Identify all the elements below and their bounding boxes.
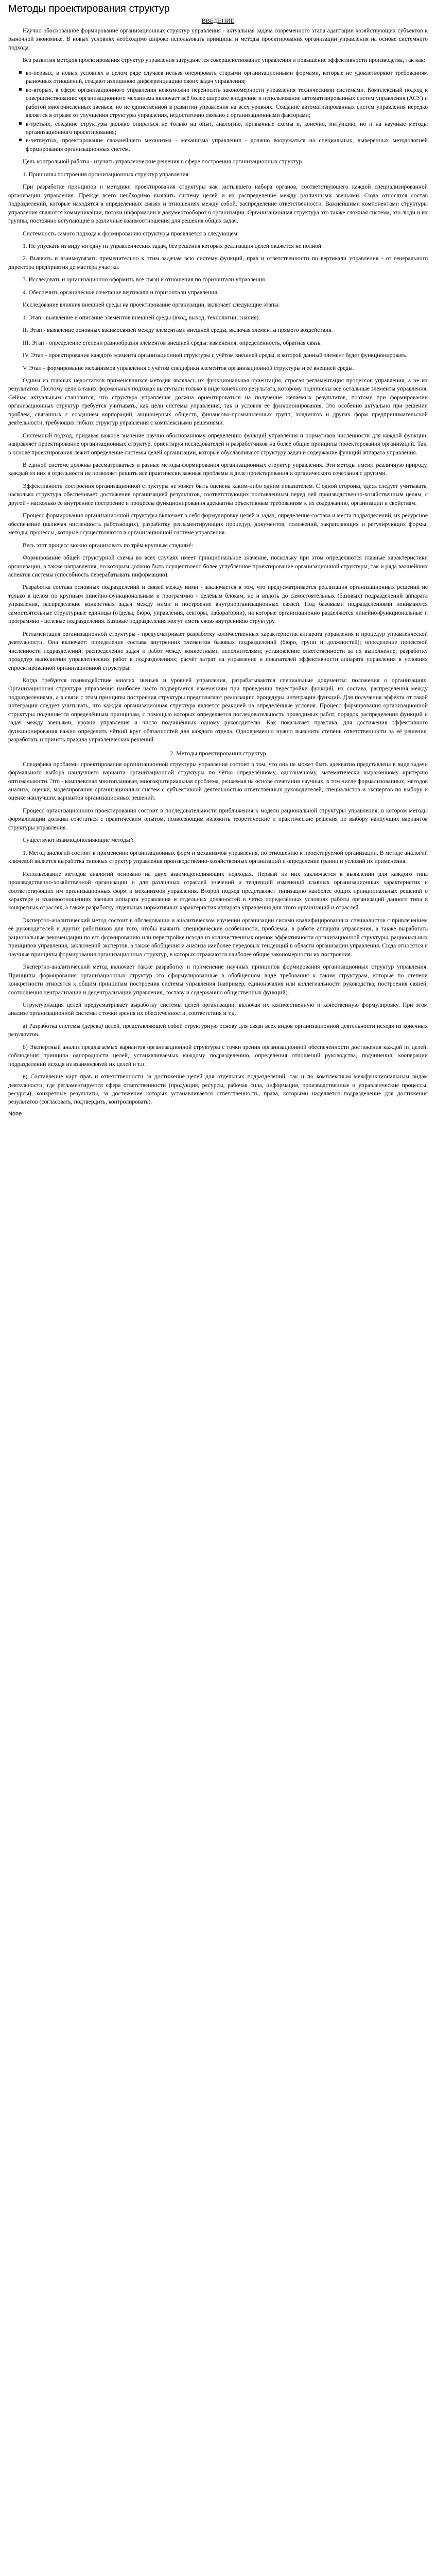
paragraph: Системность самого подхода к формированию структуры проявляется в следующем: xyxy=(23,230,239,237)
list-item: ▪ во-вторых, в сфере организационного управления невозможно переносить закономерности управления техническими системами. Комплексный подход к совершенствованию организационного механизма включает всё более широкое внедрение и использование автоматизированных систем управления (АСУ) и работой многочисленных звеньев, но не единственной в развитии управления на всех уровнях. Создание автоматизированных систем управления нередко является в отрыве от улучшения структуры управления, недостаточно связано с организационными факторами; xyxy=(26,86,428,120)
footer-text: None xyxy=(8,1110,22,1117)
paragraph: Эффективность построения организационной структуры не может быть оценена каким-либо одним показателем. С одной стороны, здесь следует учитывать, насколько структура обеспечивает достижение организацией результатов, соответствующих поставленным перед ней производственно-хозяйственным целям, с другой - насколько её внутреннее построение и процессы функционирования адекватны объективным требованиям к их содержанию, организации и свойствам. xyxy=(8,482,428,506)
paragraph: Экспертно-аналитический метод состоит в обследовании и аналитическом изучении организации силами квалифицированных специалистов с привлечением её руководителей и других работников для того, чтобы выявить специфические особенности, проблемы, в работе аппарата управления, а также выработать рациональные рекомендации по его формированию или перестройке исходя из количественных оценок эффективности организационной структуры, рациональных принципов управления, заключений экспертов, а также обобщения и анализа наиболее передовых тенденций в области организации управления. Сюда относятся и научные принципы формирования организационных структур, в которых отражаются наиболее общие закономерности их построения. xyxy=(8,917,428,958)
paragraph: 1. Метод аналогий состоит в применении организационных форм и механизмов управления, по отношению к проектируемой организации. В методе аналогий ключевой является выработка типовых структур управления производственно-хозяйственных организаций и определение границ и условий их применения. xyxy=(8,849,428,865)
intro-heading: ВВЕДЕНИЕ xyxy=(201,17,235,24)
paragraph: Когда требуется взаимодействие многих звеньев и уровней управления, разрабатываются специальные документы: положения о организациях. Организационная структура управления наиболее часто подвергается изменениям при проведении перестройки функций, их состава, распределения между подразделениями, а в связи с этим принципы построения структуры предполагают реализацию процедуры интеграции функций. Для получения эффекта от такой интеграции следует учитывать, что каждая организационная структура является реакцией на определённые условия. Процесс формирования организационной структуры подчиняется определённым принципам, с помощью которых определяется последовательность проводимых работ, порядок распределения функций и задач между звеньями, уровни управления и число подчинённых одному руководителю. Как показывает практика, для достижения эффективного функционирования важно определить чёткий круг обязанностей для каждого отдела. Одновременно нужно выяснить степень ответственности за её решение, разработать и принять правила управленческих решений. xyxy=(8,677,428,743)
paragraph: Регламентация организационной структуры - предусматривает разработку количественных характеристик аппарата управления и процедур управленческой деятельности. Она включает: определение состава внутренних элементов базовых подразделений (бюро, групп и должностей); определение проектной численности подразделений; распределение задач и работ между конкретными исполнителями; установление ответственности за их выполнение; разработку процедур выполнения управленческих работ в подразделениях; расчёт затрат на управление и показателей эффективности аппарата управления в условиях спроектированной организационной структуры. xyxy=(8,630,428,671)
paragraph: II. Этап - выявление основных взаимосвязей между элементами внешней среды, включая элементы прямого воздействия. xyxy=(23,327,333,334)
paragraph: Научно обоснованное формирование организационных структур управления - актуальная задача современного этапа адаптации хозяйствующих субъектов к рыночной экономике. В новых условиях необходимо широко использовать принципы и методы проектирования организации управления на основе системного подхода. xyxy=(8,27,428,51)
list-item: ▪ в-третьих, создание структуры должно опираться не только на опыт, аналогию, привычные схемы и, конечно, интуицию, но и на научные методы организационного проектирования; xyxy=(26,120,428,137)
paragraph: 1. Этап - выявление и описание элементов внешней среды (вход, выход, технологии, знания). xyxy=(23,314,260,321)
paragraph: Формирование общей структурной схемы во всех случаях имеет принципиальное значение, поскольку при этом определяются главные характеристики организации, а также направления, по которым должно быть осуществлено более углублённое проектирование организационной структуры, так и ряда важнейших аспектов системы (способность перерабатывать информацию). xyxy=(8,554,428,579)
paragraph: 1. Не упускать из виду ни одну из управленческих задач, без решения которых реализация целей окажется не полной. xyxy=(23,242,323,249)
paragraph: Цель контрольной работы - изучить управленческие решения в сфере построения организационных структур. xyxy=(23,158,304,165)
paragraph: Весь этот процесс можно организовать по трём крупным стадиям¹: xyxy=(23,541,194,549)
list-item: ▪ во-первых, в новых условиях в целом ряде случаев нельзя оперировать старыми организационными формами, которые не удовлетворяют требованиям рыночных отношений, создают излишнюю дифференциацию своих задач управления; xyxy=(26,69,428,86)
document-title: Методы проектирования структур xyxy=(8,3,170,14)
paragraph: б) Экспертный анализ предлагаемых вариантов организационной структуры с точки зрения организационной обеспеченности достижения каждой из целей, соблюдения принципа однородности целей, устанавливаемых каждому подразделению, определения отношений руководства, подчинения, кооперации подразделений исходя из взаимосвязей их целей и т.п. xyxy=(8,1043,428,1067)
document-page xyxy=(0,0,436,1122)
section-title: 1. Принципы построения организационных структур управления xyxy=(23,171,188,178)
paragraph: Исследование влияния внешней среды на проектирование организации, включает следующие этапы: xyxy=(23,301,280,309)
paragraph: В единой системе должны рассматриваться и разные методы формирования организационных структур управления. Эти методы имеют различную природу, каждый из них в отдельности не позволяет решить все практически важные проблемы в деле проектирования и органического сочетания с другими. xyxy=(8,462,428,477)
paragraph: в) Составление карт прав и ответственности за достижение целей для отдельных подразделений, так и по комплексным межфункциональным видам деятельности, где регламентируется сфера ответственности (продукция, ресурсы, рабочая сила, информация, производственные и управленческие процессы, ресурсы), конкретные результаты, за достижение которых устанавливается ответственность, права, которыми наделяется подразделение для достижения результатов (согласовать, подтвердить, контролировать). xyxy=(8,1073,428,1106)
paragraph: Процесс формирования организационной структуры включает в себя формулировку целей и задач, определение состава и места подразделений, их ресурсное обеспечение (включая численность работающих), разработку регламентирующих процедур, документов, положений, закрепляющих и регулирующих формы, методы, процессы, которые осуществляются в организационной системе управления. xyxy=(8,512,428,536)
paragraph: V. Этап - формирование механизмов управления с учётом специфики элементов организационной структуры и её внешней среды. xyxy=(23,364,354,371)
paragraph: Разработка состава основных подразделений и связей между ними - заключается в том, что предусматривается реализация организационных решений не только в целом по крупным линейно-функциональным и программно - целевым блокам, но и вплоть до самостоятельных (базовых) подразделений аппарата управления, распределение конкретных задач между ними и построение внутриорганизационных связей. Под базовыми подразделениями понимаются самостоятельные структурные единицы (отделы, бюро, управления, секторы, лаборатории), на которые организационно разделяются линейно-функциональные и программно - целевые подразделения. Базовые подразделения могут иметь свою внутреннюю структуру. xyxy=(8,584,428,625)
paragraph: а) Разработка системы (дерева) целей, представляющей собой структурную основу для связи всех видов организационной деятельности исходя из конечных результатов. xyxy=(8,1022,428,1038)
reasons-list xyxy=(8,69,428,154)
list-item: ▪ в-четвертых, проектирование сложнейшего механизма - механизма управления - должно вооружаться на специальных, выверенных методологией формирования организационных систем. xyxy=(26,137,428,154)
paragraph: Специфика проблемы проектирования организационной структуры управления состоит в том, что она не может быть адекватно представлена в виде задачи формального выбора наилучшего варианта организационной структуры по чётко определённому, однозначному, математически выраженному критерию оптимальности. Это - комплексная многоплановая, многокритериальная проблема, решаемая на основе сочетания научных, в том числе формализованных, методов анализа, оценки, моделирования организационных систем с субъективной деятельностью ответственных руководителей, специалистов и экспертов по выбору и оценке наилучших вариантов организационных решений. xyxy=(8,760,428,802)
paragraph: 2. Выявить и взаимоувязать применительно к этим задачам всю систему функций, прав и ответственности по вертикали управления - от генерального директора предприятия до мастера участка. xyxy=(8,255,428,270)
paragraph: IV. Этап - проектирование каждого элемента организационной структуры с учётом внешней среды, в которой данный элемент будет функционировать. xyxy=(23,352,408,359)
paragraph: Существуют взаимодополняющие методы²: xyxy=(23,837,134,844)
paragraph: Использование методов аналогий основано на двух взаимодополняющих подходах. Первый из них заключается в выявлении для каждого типа производственно-хозяйственной организации и для различных отраслей значений и тенденций изменений главных организационных характеристик и соответствующих им организационных форм и механизмов управления. Второй подход представляет типизацию наиболее общих принципиальных решений о характере и взаимоотношениях звеньев аппарата управления и отдельных должностей в четко определённых условиях работы организаций данного типа в конкретных отраслях, а также разработку отдельных нормативных характеристик аппарата управления для этого организаций и отраслей. xyxy=(8,870,428,911)
paragraph: Структуризация целей предусматривает выработку системы целей организации, включая их количественную и качественную формулировку. При этом анализе организационной системы с точки зрения их обеспеченности, соответствия и т.д. xyxy=(8,1001,428,1017)
paragraph: 4. Обеспечить органическое сочетание вертикали и горизонтали управления. xyxy=(23,289,219,296)
paragraph: Экспертно-аналитический метод включает также разработку и применение научных принципов формирования организационных структур управления. Принципы формирования организационных структур это сформулированные в обобщённом виде требования к таким структурам, которые по степени конкретности относятся к общим принципам построения системы управления (например, единоначалия или коллегиальности руководства, построения связей, соотношения централизации и децентрализации управления, составу и содержанию общественных функций). xyxy=(8,963,428,996)
paragraph: Без развития методов проектирования структур управления затрудняется совершенствование управления и повышение эффективности производства, так как: xyxy=(23,57,426,64)
paragraph: При разработке принципов и методики проектирования структуры как застывшего набора органов, соответствующего каждой специализированной организации управления. Прежде всего необходимо выявить систему целей и их распределение между различными звеньями. Сюда относятся состав подразделений, которые находятся в определённых связях и отношениях между собой, распределение ответственности. Важнейшими компонентами структуры управления являются коммуникации, потоки информации и документооборот в организации. Организационная структура это также сложная система, это люди и их группы, постоянно вступающие в различные взаимоотношения для решения общих задач. xyxy=(8,183,428,225)
part2-heading: 2. Методы проектирования структур xyxy=(170,749,266,757)
paragraph: 3. Исследовать и организационно оформить все связи и отношения по горизонтали управления. xyxy=(23,276,267,283)
paragraph: Системный подход, придавая важное значение научно обоснованному определению функций управления и нормативов численности для каждой функции, направляет проектирование организационных структур, ориентируя исследователей и разработчиков на более общие принципы проектирования организаций. Так, в основе проектирования лежит определение системы целей организации, которые обуславливают структуру задач и содержание функций аппарата управления. xyxy=(8,432,428,456)
paragraph: III. Этап - определение степени разнообразия элементов внешней среды: изменения, определенность, обратная связь. xyxy=(23,339,322,346)
paragraph: Процесс организационного проектирования состоит в последовательности приближения к модели рациональной структуры управления, в котором методы формализации должны сочетаться с практическим опытом, позволяющим изложить теоретические и практические решения по выбору наилучших вариантов структуры управления. xyxy=(8,807,428,831)
paragraph: Одним из главных недостатков применявшихся методик являлась их функциональная ориентация, строгая регламентация процессов управления, а не их результатов. Поэтому цели в таких формальных подходах выступали только в виде конечного результата, которому подчинены все остальные элементы управления. Сейчас актуальным становится, что структура управления должна ориентироваться на получение желаемых результатов, поэтому при формировании организационных структур требуется учитывать, как цели системы управления, так и условия её функционирования. Это особенно актуально при решении проблем, связанных с созданием корпораций, акционерных обществ, финансово-промышленных групп, холдингов и других форм предпринимательской деятельности, требующих гибких структур управления с комплексными решениями. xyxy=(8,377,428,427)
